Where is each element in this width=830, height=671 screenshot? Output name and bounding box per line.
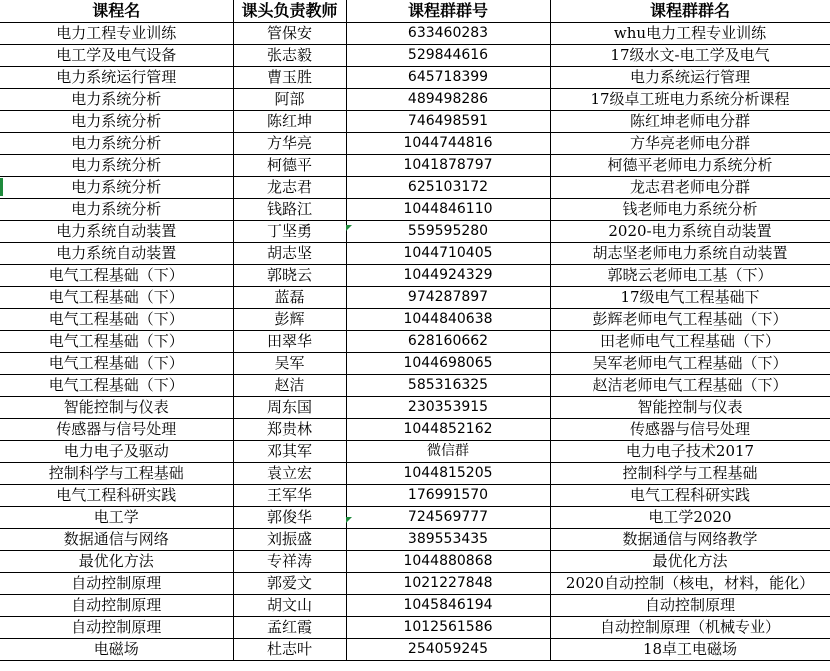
table-row [0, 573, 830, 595]
group-number-cell[interactable]: 628160662 [346, 331, 550, 353]
teacher-cell[interactable]: 郭爱文 [233, 573, 346, 595]
group-number-cell[interactable]: 1044744816 [346, 133, 550, 155]
group-number-cell[interactable]: 585316325 [346, 375, 550, 397]
group-name-cell[interactable]: whu电力工程专业训练 [550, 23, 830, 45]
teacher-cell[interactable]: 方华亮 [233, 133, 346, 155]
cell-comment-marker [346, 517, 352, 523]
group-number-cell[interactable]: 230353915 [346, 397, 550, 419]
header-group-number[interactable]: 课程群群号 [346, 0, 550, 23]
table-row [0, 221, 830, 243]
group-name-cell[interactable]: 数据通信与网络教学 [550, 529, 830, 551]
group-number-cell[interactable]: 559595280 [346, 221, 550, 243]
group-number-cell[interactable]: 微信群 [346, 441, 550, 463]
course-name-cell[interactable]: 自动控制原理 [0, 595, 233, 617]
group-name-cell[interactable]: 陈红坤老师电分群 [550, 111, 830, 133]
course-name-cell[interactable]: 电气工程科研实践 [0, 485, 233, 507]
course-name-cell[interactable]: 电磁场 [0, 639, 233, 661]
teacher-cell[interactable]: 周东国 [233, 397, 346, 419]
group-name-cell[interactable]: 电力系统运行管理 [550, 67, 830, 89]
group-number-cell[interactable]: 1044698065 [346, 353, 550, 375]
group-number-cell[interactable]: 1044924329 [346, 265, 550, 287]
group-name-cell[interactable]: 自动控制原理（机械专业） [550, 617, 830, 639]
group-number-cell[interactable]: 1045846194 [346, 595, 550, 617]
teacher-cell[interactable]: 刘振盛 [233, 529, 346, 551]
group-number-cell[interactable]: 1012561586 [346, 617, 550, 639]
group-name-cell[interactable]: 最优化方法 [550, 551, 830, 573]
header-course-name[interactable]: 课程名 [0, 0, 233, 23]
table-row [0, 265, 830, 287]
group-number-cell[interactable]: 1044840638 [346, 309, 550, 331]
group-number-cell[interactable]: 489498286 [346, 89, 550, 111]
table-row [0, 67, 830, 89]
group-name-cell[interactable]: 智能控制与仪表 [550, 397, 830, 419]
table-row [0, 331, 830, 353]
group-number-cell[interactable]: 254059245 [346, 639, 550, 661]
teacher-cell[interactable]: 袁立宏 [233, 463, 346, 485]
table-row [0, 89, 830, 111]
teacher-cell[interactable]: 胡文山 [233, 595, 346, 617]
group-number-cell[interactable]: 1044852162 [346, 419, 550, 441]
course-name-cell[interactable]: 电力系统分析 [0, 133, 233, 155]
group-name-cell[interactable]: 胡志坚老师电力系统自动装置 [550, 243, 830, 265]
group-name-cell[interactable]: 电力电子技术2017 [550, 441, 830, 463]
header-row [0, 0, 830, 23]
teacher-cell[interactable]: 郭俊华 [233, 507, 346, 529]
course-name-cell[interactable]: 电力电子及驱动 [0, 441, 233, 463]
group-name-cell[interactable]: 控制科学与工程基础 [550, 463, 830, 485]
table-row [0, 243, 830, 265]
table-row [0, 595, 830, 617]
group-number-cell[interactable]: 389553435 [346, 529, 550, 551]
table-row [0, 353, 830, 375]
group-name-cell[interactable]: 赵洁老师电气工程基础（下） [550, 375, 830, 397]
group-name-cell[interactable]: 17级水文-电工学及电气 [550, 45, 830, 67]
group-name-cell[interactable]: 电工学2020 [550, 507, 830, 529]
teacher-cell[interactable]: 赵洁 [233, 375, 346, 397]
course-name-cell[interactable]: 数据通信与网络 [0, 529, 233, 551]
course-name-cell[interactable]: 电气工程基础（下） [0, 265, 233, 287]
group-name-cell[interactable]: 传感器与信号处理 [550, 419, 830, 441]
group-number-cell[interactable]: 1044846110 [346, 199, 550, 221]
course-name-cell[interactable]: 电力系统分析 [0, 111, 233, 133]
course-name-cell[interactable]: 电气工程基础（下） [0, 287, 233, 309]
teacher-cell[interactable]: 张志毅 [233, 45, 346, 67]
table-row [0, 419, 830, 441]
teacher-cell[interactable]: 阿部 [233, 89, 346, 111]
table-row [0, 375, 830, 397]
course-name-cell[interactable]: 电力系统分析 [0, 199, 233, 221]
course-name-cell[interactable]: 电工学及电气设备 [0, 45, 233, 67]
table-row [0, 507, 830, 529]
row-marker [0, 178, 3, 196]
teacher-cell[interactable]: 彭辉 [233, 309, 346, 331]
group-name-cell[interactable]: 17级卓工班电力系统分析课程 [550, 89, 830, 111]
teacher-cell[interactable]: 专祥涛 [233, 551, 346, 573]
table-row [0, 529, 830, 551]
group-number-cell[interactable]: 1041878797 [346, 155, 550, 177]
group-name-cell[interactable]: 2020自动控制（核电，材料，能化） [550, 573, 830, 595]
group-name-cell[interactable]: 自动控制原理 [550, 595, 830, 617]
teacher-cell[interactable]: 王军华 [233, 485, 346, 507]
course-name-cell[interactable]: 电力系统分析 [0, 89, 233, 111]
table-row [0, 287, 830, 309]
teacher-cell[interactable]: 蓝磊 [233, 287, 346, 309]
group-number-cell[interactable]: 529844616 [346, 45, 550, 67]
group-number-cell[interactable]: 724569777 [346, 507, 550, 529]
course-name-cell[interactable]: 电力工程专业训练 [0, 23, 233, 45]
group-name-cell[interactable]: 田老师电气工程基础（下） [550, 331, 830, 353]
group-name-cell[interactable]: 彭辉老师电气工程基础（下） [550, 309, 830, 331]
table-row [0, 111, 830, 133]
course-name-cell[interactable]: 控制科学与工程基础 [0, 463, 233, 485]
course-name-cell[interactable]: 最优化方法 [0, 551, 233, 573]
teacher-cell[interactable]: 邓其军 [233, 441, 346, 463]
table-row [0, 551, 830, 573]
course-name-cell[interactable]: 电气工程基础（下） [0, 331, 233, 353]
teacher-cell[interactable]: 管保安 [233, 23, 346, 45]
teacher-cell[interactable]: 田翠华 [233, 331, 346, 353]
teacher-cell[interactable]: 吴军 [233, 353, 346, 375]
table-row [0, 463, 830, 485]
course-name-cell[interactable]: 电力系统运行管理 [0, 67, 233, 89]
teacher-cell[interactable]: 郭晓云 [233, 265, 346, 287]
course-name-cell[interactable]: 电力系统分析 [0, 155, 233, 177]
group-number-cell[interactable]: 625103172 [346, 177, 550, 199]
teacher-cell[interactable]: 孟红霞 [233, 617, 346, 639]
group-number-cell[interactable]: 1044815205 [346, 463, 550, 485]
group-number-cell[interactable]: 1044880868 [346, 551, 550, 573]
table-row [0, 639, 830, 661]
header-teacher[interactable]: 课头负责教师 [233, 0, 346, 23]
header-group-name[interactable]: 课程群群名 [550, 0, 830, 23]
group-name-cell[interactable]: 2020-电力系统自动装置 [550, 221, 830, 243]
group-number-cell[interactable]: 746498591 [346, 111, 550, 133]
group-number-cell[interactable]: 974287897 [346, 287, 550, 309]
course-name-cell[interactable]: 自动控制原理 [0, 617, 233, 639]
table-row [0, 441, 830, 463]
group-number-cell[interactable]: 176991570 [346, 485, 550, 507]
teacher-cell[interactable]: 龙志君 [233, 177, 346, 199]
group-name-cell[interactable]: 钱老师电力系统分析 [550, 199, 830, 221]
group-name-cell[interactable]: 17级电气工程基础下 [550, 287, 830, 309]
course-name-cell[interactable]: 电力系统自动装置 [0, 243, 233, 265]
table-row [0, 309, 830, 331]
teacher-cell[interactable]: 丁坚勇 [233, 221, 346, 243]
course-name-cell[interactable]: 传感器与信号处理 [0, 419, 233, 441]
course-name-cell[interactable]: 电气工程基础（下） [0, 353, 233, 375]
group-name-cell[interactable]: 郭晓云老师电工基（下） [550, 265, 830, 287]
teacher-cell[interactable]: 陈红坤 [233, 111, 346, 133]
teacher-cell[interactable]: 胡志坚 [233, 243, 346, 265]
course-name-cell[interactable]: 电工学 [0, 507, 233, 529]
teacher-cell[interactable]: 杜志叶 [233, 639, 346, 661]
course-name-cell[interactable]: 电气工程基础（下） [0, 309, 233, 331]
course-name-cell[interactable]: 智能控制与仪表 [0, 397, 233, 419]
course-name-cell[interactable]: 电力系统分析 [0, 177, 233, 199]
group-number-cell[interactable]: 1021227848 [346, 573, 550, 595]
group-name-cell[interactable]: 18卓工电磁场 [550, 639, 830, 661]
course-name-cell[interactable]: 自动控制原理 [0, 573, 233, 595]
group-name-cell[interactable]: 柯德平老师电力系统分析 [550, 155, 830, 177]
group-name-cell[interactable]: 吴军老师电气工程基础（下） [550, 353, 830, 375]
group-number-cell[interactable]: 645718399 [346, 67, 550, 89]
cell-comment-marker [346, 225, 352, 231]
table-row [0, 155, 830, 177]
teacher-cell[interactable]: 郑贵林 [233, 419, 346, 441]
teacher-cell[interactable]: 曹玉胜 [233, 67, 346, 89]
teacher-cell[interactable]: 柯德平 [233, 155, 346, 177]
table-row [0, 617, 830, 639]
table-row [0, 199, 830, 221]
table-row [0, 133, 830, 155]
table-row [0, 23, 830, 45]
teacher-cell[interactable]: 钱路江 [233, 199, 346, 221]
table-row [0, 177, 830, 199]
group-name-cell[interactable]: 方华亮老师电分群 [550, 133, 830, 155]
table-row [0, 485, 830, 507]
table-row [0, 397, 830, 419]
group-name-cell[interactable]: 电气工程科研实践 [550, 485, 830, 507]
course-name-cell[interactable]: 电气工程基础（下） [0, 375, 233, 397]
group-number-cell[interactable]: 1044710405 [346, 243, 550, 265]
table-row [0, 45, 830, 67]
group-name-cell[interactable]: 龙志君老师电分群 [550, 177, 830, 199]
group-number-cell[interactable]: 633460283 [346, 23, 550, 45]
course-name-cell[interactable]: 电力系统自动装置 [0, 221, 233, 243]
